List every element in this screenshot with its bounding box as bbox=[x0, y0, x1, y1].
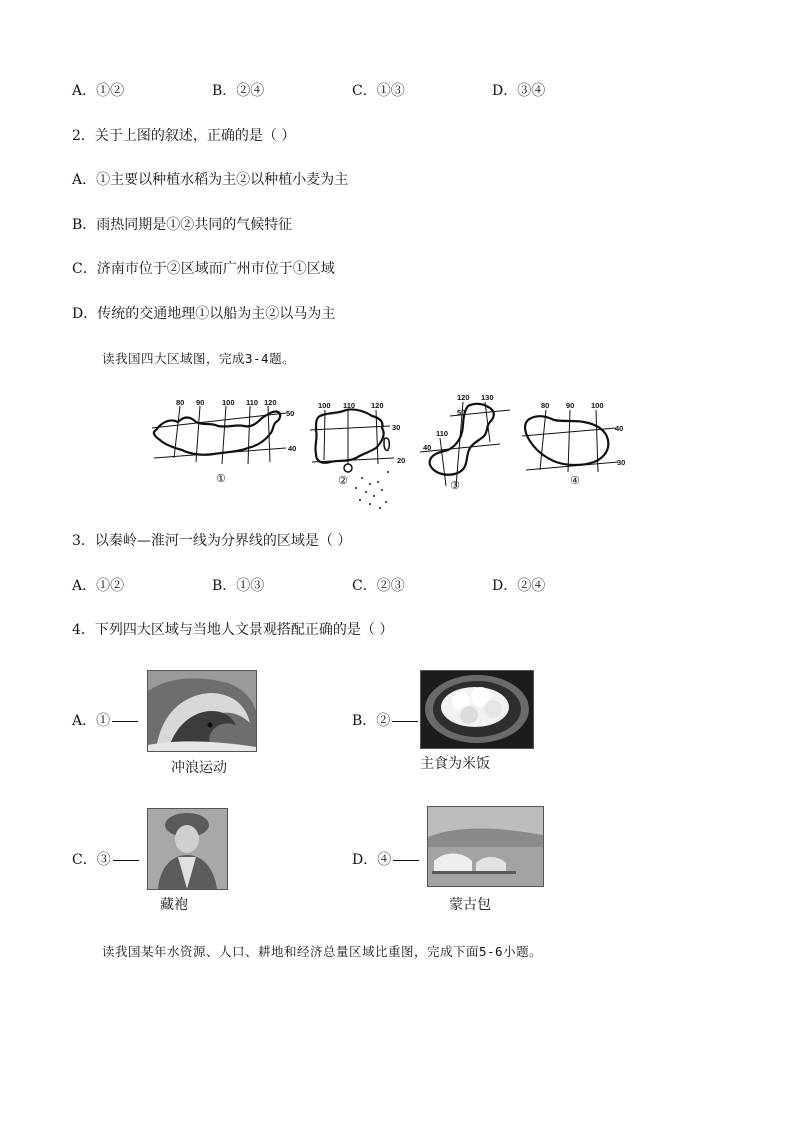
map1-lon-tick: 90 bbox=[196, 398, 205, 407]
choice-letter: B． bbox=[352, 713, 377, 729]
map4-lat-tick: 30 bbox=[617, 458, 626, 467]
map4-lon-tick: 80 bbox=[541, 401, 550, 410]
map1-lon-tick: 100 bbox=[222, 398, 235, 407]
q4-choice-b bbox=[352, 711, 418, 731]
yurt-photo bbox=[427, 806, 544, 887]
caption-b: 主食为米饭 bbox=[420, 756, 490, 772]
map3-lon-tick: 130 bbox=[481, 393, 494, 402]
caption-c: 藏袍 bbox=[160, 897, 188, 913]
q4-choice-a bbox=[72, 711, 138, 731]
q4-choice-d bbox=[352, 850, 419, 870]
connector-line bbox=[393, 860, 419, 861]
choice-letter: A． bbox=[72, 713, 97, 729]
map2-lon-tick: 120 bbox=[371, 401, 384, 410]
connector-line bbox=[392, 721, 418, 722]
q1-option-d: D．③④ bbox=[492, 83, 546, 99]
caption-d: 蒙古包 bbox=[449, 897, 491, 913]
map3-label: ③ bbox=[450, 479, 460, 492]
choice-letter: C． bbox=[72, 852, 97, 868]
choice-letter: D． bbox=[352, 852, 378, 868]
map2-lon-tick: 110 bbox=[343, 401, 356, 410]
map4-label: ④ bbox=[570, 474, 580, 487]
map2-lat-tick: 30 bbox=[392, 423, 401, 432]
q2-stem: 2．关于上图的叙述，正确的是（ ） bbox=[72, 128, 296, 144]
q4-choice-c bbox=[72, 850, 139, 870]
map2-lat-tick: 20 bbox=[397, 456, 406, 465]
connector-line bbox=[113, 860, 139, 861]
map3-lat-tick: 40 bbox=[423, 443, 432, 452]
map1-label: ① bbox=[216, 472, 226, 485]
map1-lon-tick: 80 bbox=[176, 398, 185, 407]
caption-a: 冲浪运动 bbox=[171, 760, 227, 776]
choice-region: ③ bbox=[96, 852, 111, 868]
q2-option-a: A．①主要以种植水稻为主②以种植小麦为主 bbox=[72, 172, 349, 188]
q2-option-d: D．传统的交通地理①以船为主②以马为主 bbox=[72, 306, 336, 322]
map3-lon-tick: 110 bbox=[436, 429, 449, 438]
tibetan-robe-photo bbox=[147, 808, 228, 890]
choice-region: ② bbox=[376, 713, 391, 729]
map1-lon-tick: 110 bbox=[246, 398, 259, 407]
q3-option-b: B．①③ bbox=[212, 578, 265, 594]
connector-line bbox=[112, 721, 138, 722]
q4-stem: 4．下列四大区域与当地人文景观搭配正确的是（ ） bbox=[72, 622, 394, 638]
map3-lon-tick: 120 bbox=[457, 393, 470, 402]
q3-stem: 3．以秦岭—淮河一线为分界线的区域是（ ） bbox=[72, 533, 352, 549]
map3-lat-tick: 50 bbox=[457, 408, 466, 417]
q3-option-a: A．①② bbox=[72, 578, 125, 594]
rice-bowl-photo bbox=[420, 670, 534, 749]
map4-lon-tick: 90 bbox=[566, 401, 575, 410]
intro-5-6: 读我国某年水资源、人口、耕地和经济总量区域比重图，完成下面5-6小题。 bbox=[102, 944, 543, 959]
map1-lat-tick: 40 bbox=[288, 444, 297, 453]
q1-option-b: B．②④ bbox=[212, 83, 265, 99]
q2-option-c: C．济南市位于②区域而广州市位于①区域 bbox=[72, 261, 335, 277]
map2-label: ② bbox=[338, 474, 348, 487]
map2-lon-tick: 100 bbox=[318, 401, 331, 410]
map4-lon-tick: 100 bbox=[591, 401, 604, 410]
choice-region: ④ bbox=[377, 852, 392, 868]
q1-option-c: C．①③ bbox=[352, 83, 405, 99]
q2-option-b: B．雨热同期是①②共同的气候特征 bbox=[72, 217, 293, 233]
q1-option-a: A．①② bbox=[72, 83, 125, 99]
map1-lat-tick: 50 bbox=[286, 409, 295, 418]
q3-option-d: D．②④ bbox=[492, 578, 546, 594]
choice-region: ① bbox=[96, 713, 111, 729]
map1-lon-tick: 120 bbox=[264, 398, 277, 407]
map4-lat-tick: 40 bbox=[615, 424, 624, 433]
intro-3-4: 读我国四大区域图，完成3-4题。 bbox=[102, 351, 296, 366]
surfing-photo bbox=[147, 670, 257, 752]
q3-option-c: C．②③ bbox=[352, 578, 405, 594]
four-regions-map-figure bbox=[150, 392, 626, 514]
